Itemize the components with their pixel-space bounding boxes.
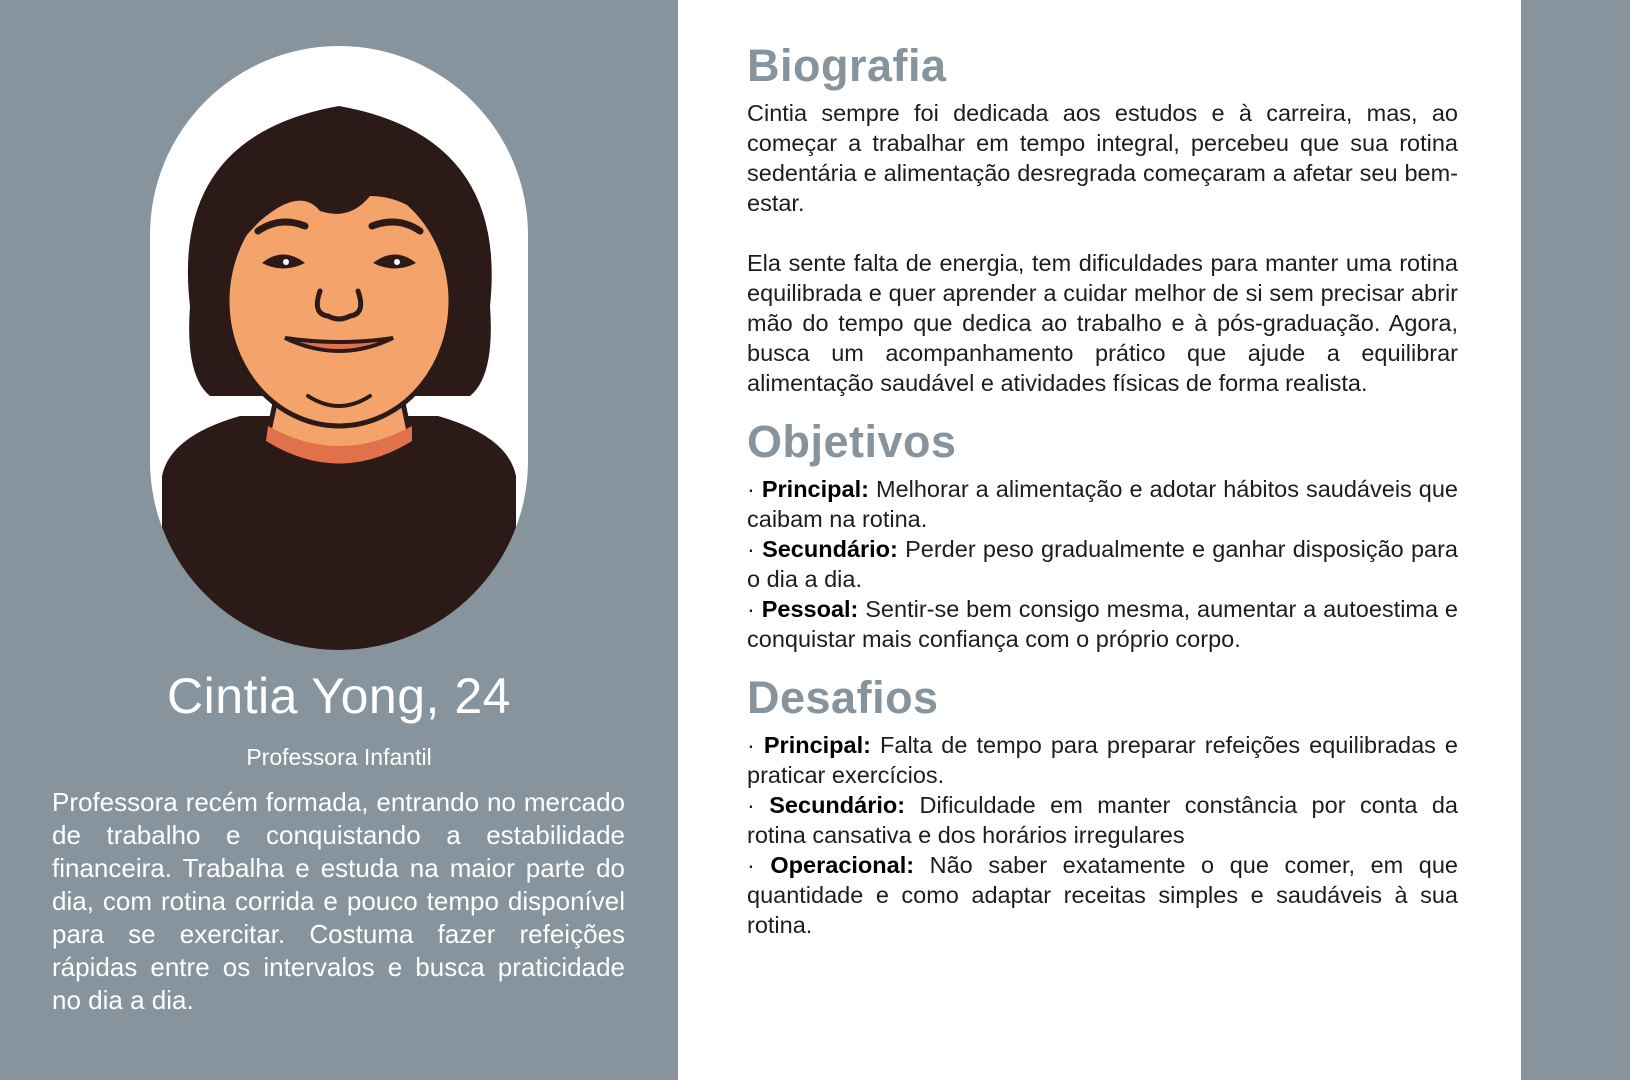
goals-section [747, 412, 1458, 654]
list-item: · Pessoal: Sentir-se bem consigo mesma, aumentar a autoestima e conquistar mais confiança com o próprio corpo. [747, 596, 1458, 652]
challenge-text: Falta de tempo para preparar refeições equilibradas e praticar exercícios. [747, 732, 1458, 788]
challenge-text: Não saber exatamente o que comer, em que quantidade e como adaptar receitas simples e saudáveis à sua rotina. [747, 852, 1458, 938]
goal-label: Pessoal: [761, 596, 859, 622]
list-item: · Principal: Melhorar a alimentação e adotar hábitos saudáveis que caibam na rotina. [747, 476, 1459, 532]
list-item: · Secundário: Perder peso gradualmente e ganhar disposição para o dia a dia. [747, 536, 1458, 592]
persona-illustration [150, 46, 528, 650]
challenge-label: Secundário: [769, 792, 906, 818]
persona-details [747, 36, 1458, 940]
goal-text: Perder peso gradualmente e ganhar disposição para o dia a dia. [747, 536, 1458, 592]
challenges-title: Desafios [747, 672, 939, 723]
decorative-side-strip [1521, 0, 1630, 1080]
list-item: · Operacional: Não saber exatamente o que comer, em que quantidade e como adaptar receitas simples e saudáveis à sua rotina. [747, 852, 1458, 938]
persona-panel [0, 0, 678, 1080]
goal-label: Secundário: [762, 536, 898, 562]
biography-title: Biografia [747, 40, 947, 91]
avatar [150, 46, 528, 650]
challenge-label: Principal: [763, 732, 871, 758]
goals-title: Objetivos [747, 416, 957, 467]
persona-name: Cintia Yong, 24 [167, 668, 511, 724]
list-item: · Principal: Falta de tempo para preparar refeições equilibradas e praticar exercícios. [747, 732, 1458, 788]
persona-role: Professora Infantil [246, 744, 432, 770]
challenges-list [747, 730, 1458, 940]
persona-summary: Professora recém formada, entrando no mercado de trabalho e conquistando a estabilidade financeira. Trabalha e estuda na maior parte do dia, com rotina corrida e pouco tempo disponível para se exercitar. Costuma fazer refeições rápidas entre os intervalos e busca praticidade no dia a dia. [52, 787, 625, 1015]
list-item: · Secundário: Dificuldade em manter constância por conta da rotina cansativa e dos horários irregulares [747, 792, 1458, 848]
biography-paragraph: Cintia sempre foi dedicada aos estudos e à carreira, mas, ao começar a trabalhar em tempo integral, percebeu que sua rotina sedentária e alimentação desregrada começaram a afetar seu bem-estar. [747, 100, 1458, 216]
challenge-text: Dificuldade em manter constância por conta da rotina cansativa e dos horários irregulares [747, 792, 1458, 848]
biography-section [747, 36, 1458, 398]
goal-text: Melhorar a alimentação e adotar hábitos saudáveis que caibam na rotina. [747, 476, 1459, 532]
biography-paragraph: Ela sente falta de energia, tem dificuldades para manter uma rotina equilibrada e quer aprender a cuidar melhor de si sem precisar abrir mão do tempo que dedica ao trabalho e à pós-graduação. Agora, busca um acompanhamento prático que ajude a equilibrar alimentação saudável e atividades físicas de forma realista. [747, 250, 1458, 396]
challenges-section [747, 668, 1458, 940]
goals-list [747, 474, 1458, 654]
challenge-label: Operacional: [770, 852, 915, 878]
goal-label: Principal: [761, 476, 869, 502]
goal-text: Sentir-se bem consigo mesma, aumentar a autoestima e conquistar mais confiança com o próprio corpo. [747, 596, 1458, 652]
